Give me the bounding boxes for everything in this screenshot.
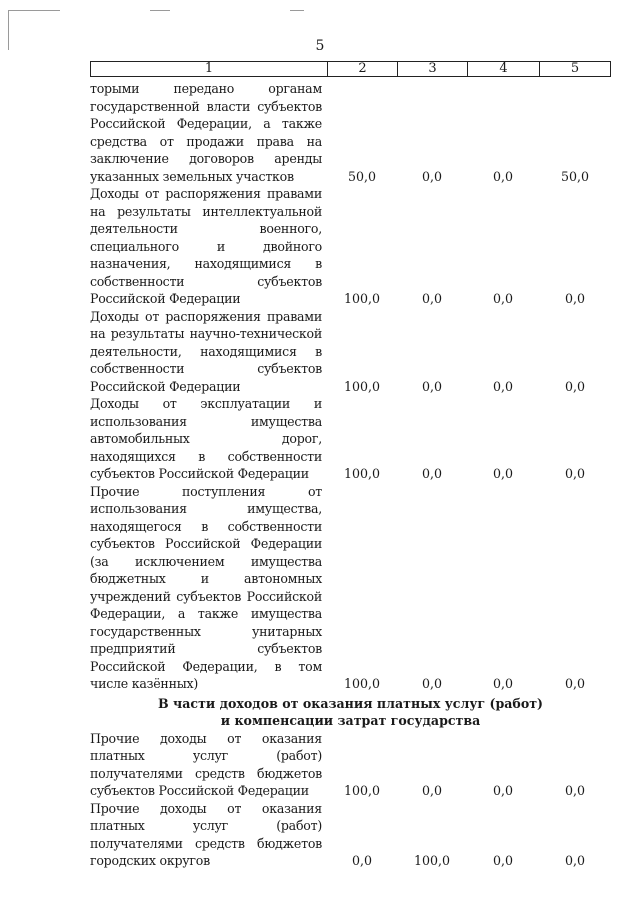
table-row bbox=[90, 80, 611, 185]
table-row bbox=[90, 185, 611, 308]
table-row bbox=[90, 800, 611, 870]
table-header bbox=[90, 61, 611, 77]
value-col3: 0,0 bbox=[421, 291, 443, 306]
value-col5: 0,0 bbox=[564, 676, 586, 691]
value-col2: 0,0 bbox=[351, 853, 373, 868]
value-col5: 0,0 bbox=[564, 466, 586, 481]
value-col4: 0,0 bbox=[492, 783, 514, 798]
value-col3: 0,0 bbox=[421, 783, 443, 798]
value-col4: 0,0 bbox=[492, 466, 514, 481]
value-col5: 0,0 bbox=[564, 291, 586, 306]
table-body bbox=[90, 80, 611, 870]
value-col2: 100,0 bbox=[343, 466, 381, 481]
value-col5: 50,0 bbox=[560, 168, 590, 184]
table-row bbox=[90, 308, 611, 396]
row-description: Прочие доходы от оказания платных услуг (работ) получателями средств бюджетов городских округов bbox=[90, 800, 322, 868]
value-col2: 100,0 bbox=[343, 676, 381, 691]
value-col3: 0,0 bbox=[421, 676, 443, 691]
value-col2: 50,0 bbox=[347, 168, 377, 184]
row-description: Прочие поступления от использования имущества, находящегося в собственности субъектов Российской Федерации (за исключением имущества бюджетных и автономных учреждений субъектов Российской Федерации, а также имущества государственных унитарных предприятий субъектов Российской Федерации, в том числе казённых) bbox=[90, 483, 322, 691]
scan-artifact bbox=[150, 10, 170, 11]
value-col3: 0,0 bbox=[421, 466, 443, 481]
table-row bbox=[90, 483, 611, 693]
scan-artifact bbox=[8, 10, 60, 11]
value-col5: 0,0 bbox=[564, 853, 586, 868]
value-col2: 100,0 bbox=[343, 378, 381, 394]
value-col3: 0,0 bbox=[421, 168, 443, 184]
row-description: Доходы от распоряжения правами на результаты научно-технической деятельности, находящимися в собственности субъектов Российской Федерации bbox=[90, 308, 322, 394]
value-col4: 0,0 bbox=[492, 168, 514, 184]
value-col5: 0,0 bbox=[564, 378, 586, 394]
table-row bbox=[90, 395, 611, 483]
section-heading-line1: В части доходов от оказания платных услуг (работ) bbox=[158, 695, 543, 711]
page-number: 5 bbox=[315, 38, 325, 54]
header-cell: 4 bbox=[468, 62, 540, 76]
header-cell: 5 bbox=[570, 61, 580, 76]
scan-artifact bbox=[290, 10, 304, 11]
value-col4: 0,0 bbox=[492, 853, 514, 868]
table-row bbox=[90, 730, 611, 800]
value-col2: 100,0 bbox=[343, 783, 381, 798]
value-col5: 0,0 bbox=[564, 783, 586, 798]
value-col4: 0,0 bbox=[492, 378, 514, 394]
section-heading bbox=[90, 695, 611, 730]
value-col4: 0,0 bbox=[492, 676, 514, 691]
row-description: торыми передано органам государственной власти субъектов Российской Федерации, а также средства от продажи права на заключение договоров аренды указанных земельных участков bbox=[90, 81, 322, 184]
value-col3: 100,0 bbox=[413, 853, 451, 868]
row-description: Доходы от эксплуатации и использования имущества автомобильных дорог, находящихся в собственности субъектов Российской Федерации bbox=[90, 396, 322, 481]
header-cell: 1 bbox=[91, 62, 328, 76]
header-cell: 3 bbox=[398, 62, 468, 76]
row-description: Доходы от распоряжения правами на результаты интеллектуальной деятельности военного, специального и двойного назначения, находящимися в собственности субъектов Российской Федерации bbox=[90, 186, 322, 306]
value-col4: 0,0 bbox=[492, 291, 514, 306]
header-cell: 2 bbox=[328, 62, 398, 76]
value-col3: 0,0 bbox=[421, 378, 443, 394]
value-col2: 100,0 bbox=[343, 291, 381, 306]
section-heading-line2: и компенсации затрат государства bbox=[220, 713, 481, 728]
row-description: Прочие доходы от оказания платных услуг (работ) получателями средств бюджетов субъектов Российской Федерации bbox=[90, 730, 322, 798]
